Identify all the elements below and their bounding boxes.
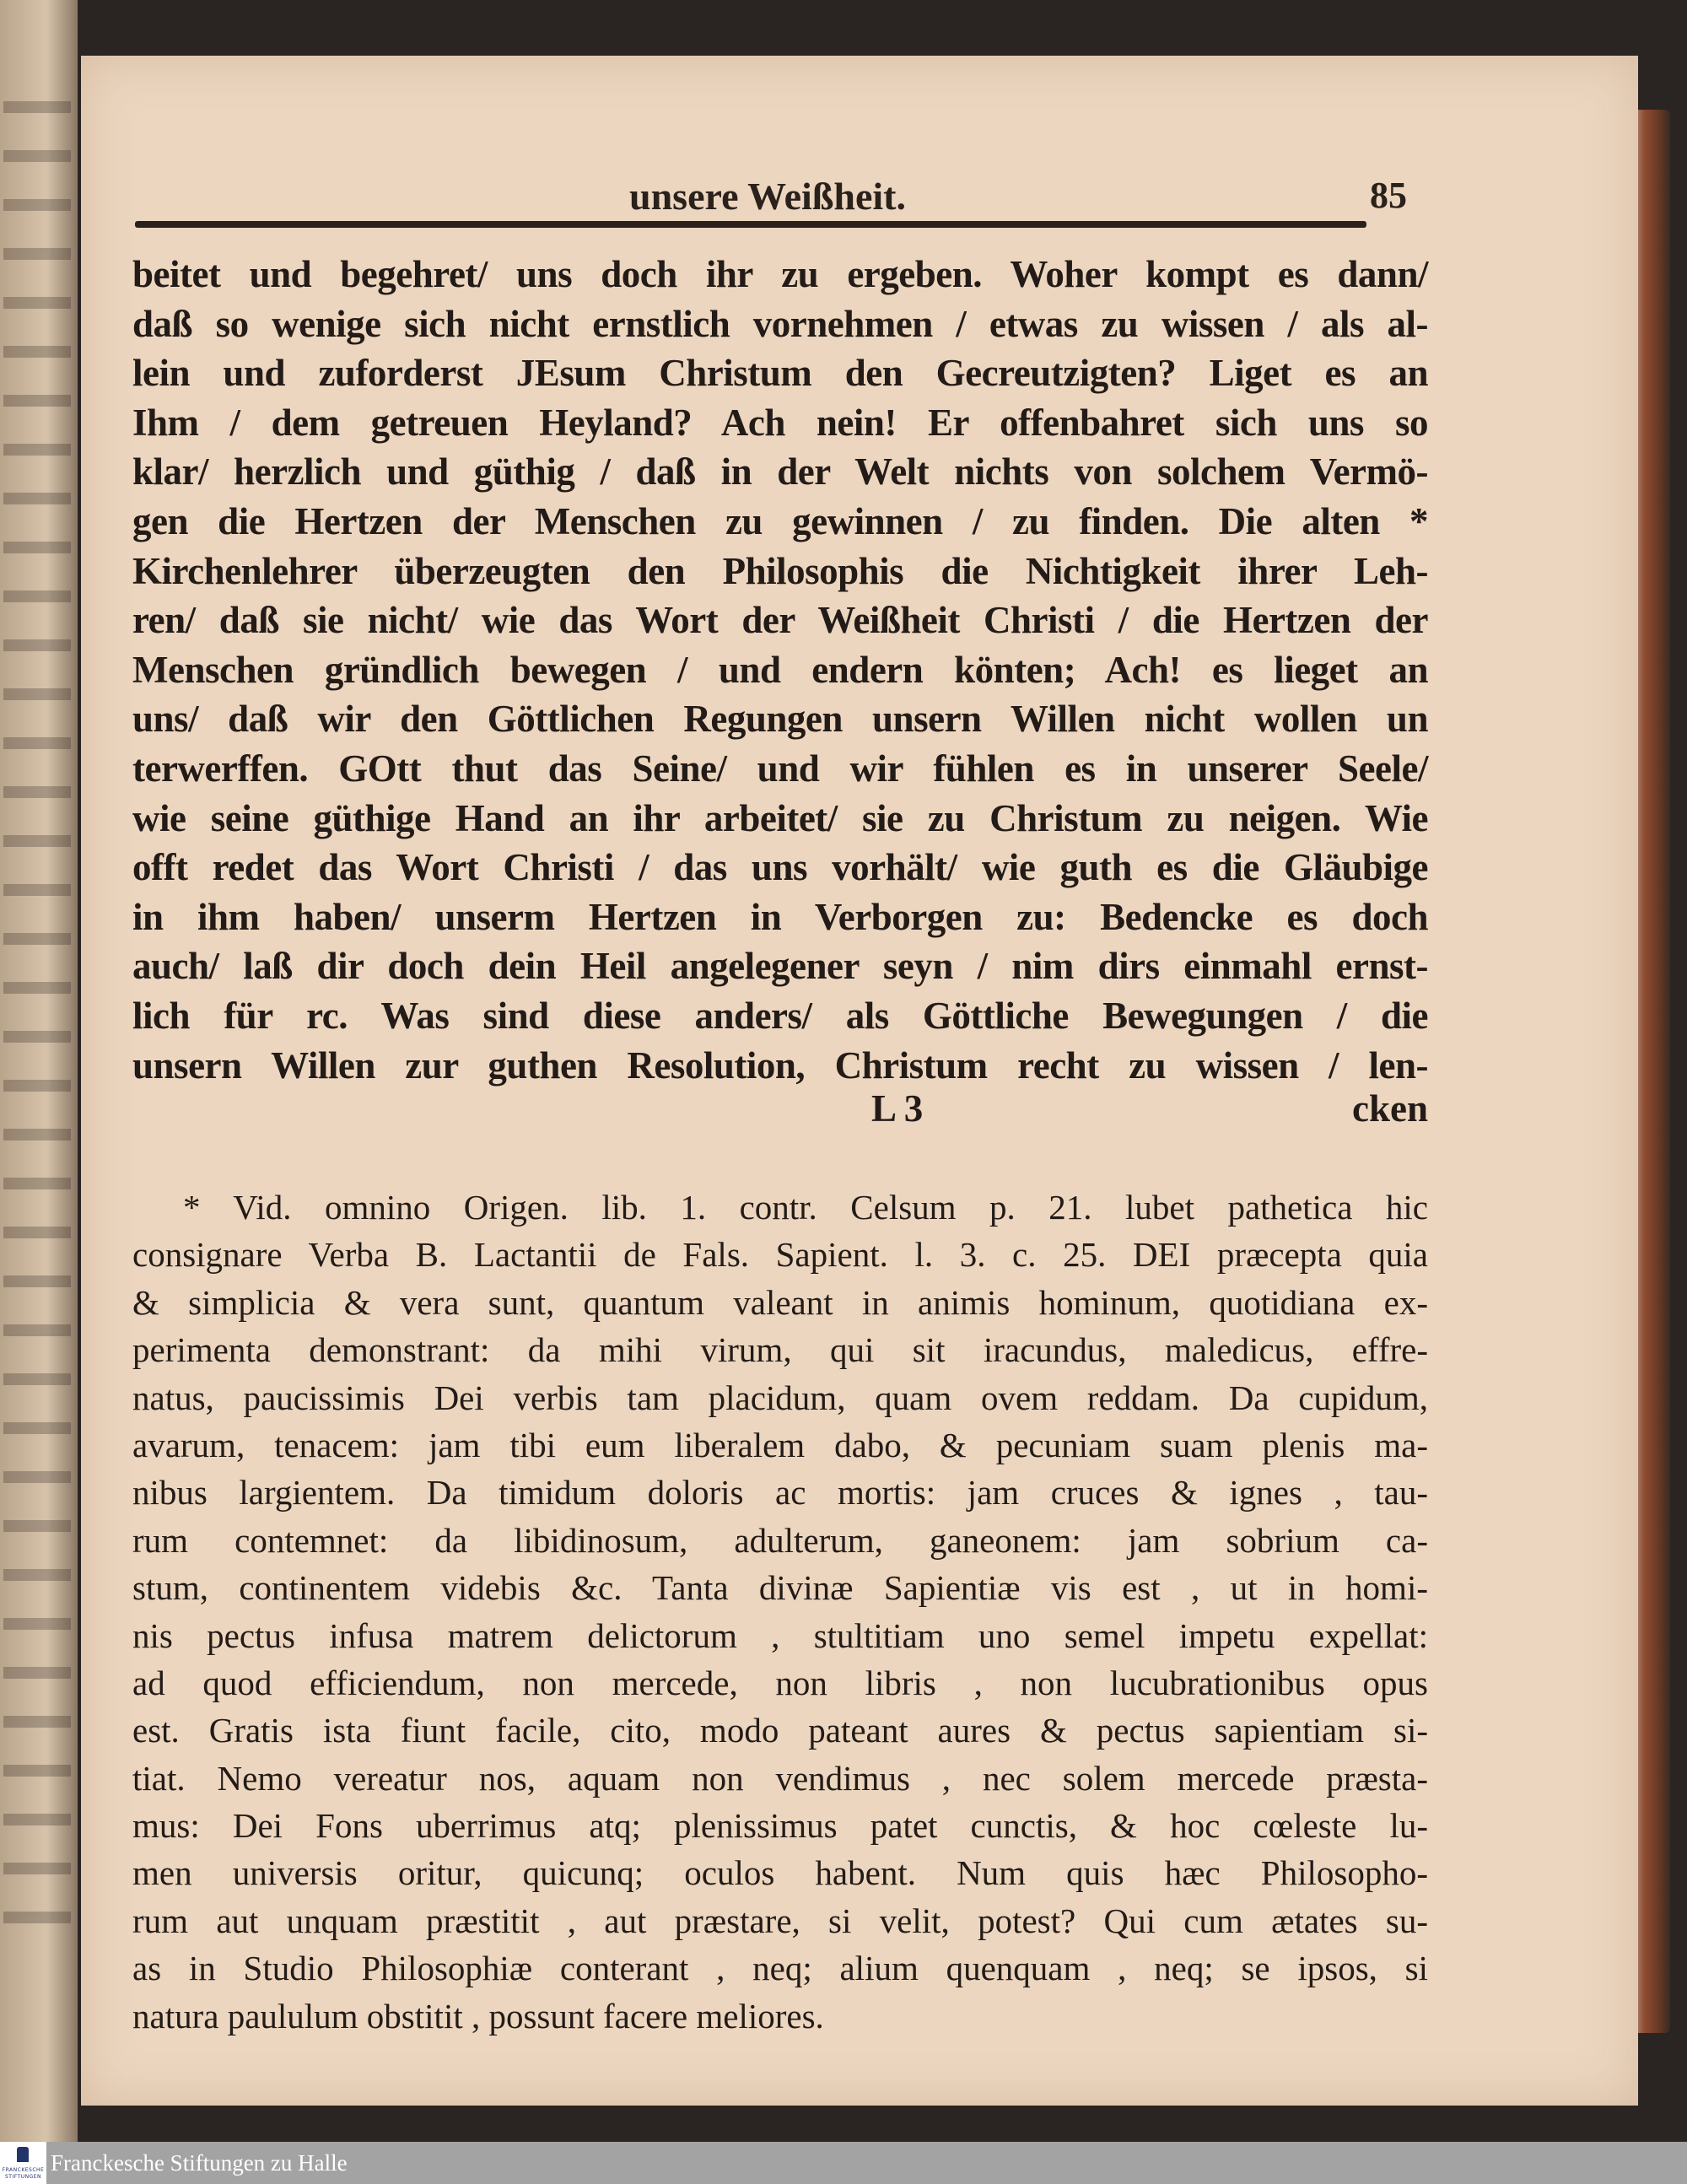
- footnote-line: mus: Dei Fons uberrimus atq; plenissimus patet cunctis, & hoc cœleste lu-: [132, 1806, 1428, 1846]
- page-header: [81, 174, 1638, 224]
- footnote-line: natura paululum obstitit , possunt facere meliores.: [132, 1996, 824, 2036]
- main-text-line: terwerffen. GOtt thut das Seine/ und wir fühlen es in unserer Seele/: [132, 747, 1428, 790]
- main-text-line: wie seine güthige Hand an ihr arbeitet/ sie zu Christum zu neigen. Wie: [132, 796, 1428, 839]
- main-text-line: auch/ laß dir doch dein Heil angelegener seyn / nim dirs einmahl ernst-: [132, 945, 1428, 988]
- signature-line: [132, 1087, 1428, 1135]
- main-text: [132, 250, 1428, 1090]
- footnote-line: as in Studio Philosophiæ conterant , neq; alium quenquam , neq; se ipsos, si: [132, 1949, 1428, 1988]
- main-text-line: lein und zuforderst JEsum Christum den Gecreutzigten? Liget es an: [132, 352, 1428, 395]
- book-page: [81, 56, 1638, 2106]
- main-text-line: in ihm haben/ unserm Hertzen in Verborgen zu: Bedencke es doch: [132, 895, 1428, 938]
- institution-logo: [0, 2142, 46, 2184]
- main-text-line: beitet und begehret/ uns doch ihr zu ergeben. Woher kompt es dann/: [132, 253, 1428, 295]
- header-rule: [135, 221, 1366, 228]
- main-text-line: klar/ herzlich und güthig / daß in der Welt nichts von solchem Vermö-: [132, 450, 1428, 493]
- running-title: unsere Weißheit.: [629, 175, 906, 218]
- footnote-line: natus, paucissimis Dei verbis tam placidum, quam ovem reddam. Da cupidum,: [132, 1378, 1428, 1417]
- main-text-line: ren/ daß sie nicht/ wie das Wort der Weißheit Christi / die Hertzen der: [132, 599, 1428, 642]
- footer-label: Franckesche Stiftungen zu Halle: [51, 2150, 348, 2176]
- main-text-line: offt redet das Wort Christi / das uns vorhält/ wie guth es die Gläubige: [132, 846, 1428, 889]
- footnote-line: nis pectus infusa matrem delictorum , stultitiam uno semel impetu expellat:: [132, 1615, 1428, 1655]
- footnote-line: & simplicia & vera sunt, quantum valeant in animis hominum, quotidiana ex-: [132, 1282, 1428, 1322]
- previous-page-edge: [0, 0, 78, 2142]
- main-text-line: Ihm / dem getreuen Heyland? Ach nein! Er offenbahret sich uns so: [132, 401, 1428, 444]
- main-text-line: Kirchenlehrer überzeugten den Philosophis die Nichtigkeit ihrer Leh-: [132, 549, 1428, 592]
- signature-mark: L 3: [871, 1087, 924, 1130]
- logo-figure-icon: [17, 2147, 29, 2162]
- main-text-line: unsern Willen zur guthen Resolution, Christum recht zu wissen / len-: [132, 1043, 1428, 1087]
- logo-text: FRANCKESCHE STIFTUNGEN: [2, 2167, 45, 2180]
- main-text-line: uns/ daß wir den Göttlichen Regungen unsern Willen nicht wollen un: [132, 698, 1428, 741]
- footnote: [132, 1184, 1428, 2040]
- main-text-line: Menschen gründlich bewegen / und endern könten; Ach! es lieget an: [132, 648, 1428, 691]
- footnote-line: men universis oritur, quicunq; oculos habent. Num quis hæc Philosopho-: [132, 1853, 1428, 1893]
- footnote-line: * Vid. omnino Origen. lib. 1. contr. Celsum p. 21. lubet pathetica hic: [183, 1188, 1428, 1227]
- previous-page-text-fragment: [3, 101, 71, 1957]
- footnote-line: tiat. Nemo vereatur nos, aquam non vendimus , nec solem mercede præsta-: [132, 1758, 1428, 1798]
- footnote-line: perimenta demonstrant: da mihi virum, qui sit iracundus, maledicus, effre-: [132, 1330, 1428, 1370]
- footnote-line: consignare Verba B. Lactantii de Fals. Sapient. l. 3. c. 25. DEI præcepta quia: [132, 1235, 1428, 1275]
- footnote-line: avarum, tenacem: jam tibi eum liberalem dabo, & pecuniam suam plenis ma-: [132, 1425, 1428, 1464]
- page-number: 85: [1370, 175, 1407, 216]
- footnote-line: est. Gratis ista fiunt facile, cito, modo pateant aures & pectus sapientiam si-: [132, 1711, 1428, 1750]
- main-text-line: gen die Hertzen der Menschen zu gewinnen / zu finden. Die alten *: [132, 499, 1428, 542]
- main-text-line: daß so wenige sich nicht ernstlich vornehmen / etwas zu wissen / als al-: [132, 302, 1428, 345]
- footer-bar: [0, 2142, 1687, 2184]
- catchword: cken: [1352, 1087, 1428, 1130]
- footnote-line: rum aut unquam præstitit , aut præstare, si velit, potest? Qui cum ætates su-: [132, 1901, 1428, 1940]
- footnote-line: stum, continentem videbis &c. Tanta divinæ Sapientiæ vis est , ut in homi-: [132, 1568, 1428, 1608]
- main-text-line: lich für rc. Was sind diese anders/ als Göttliche Bewegungen / die: [132, 994, 1428, 1037]
- footnote-line: ad quod efficiendum, non mercede, non libris , non lucubrationibus opus: [132, 1663, 1428, 1702]
- footnote-line: rum contemnet: da libidinosum, adulterum, ganeonem: jam sobrium ca-: [132, 1520, 1428, 1560]
- footnote-line: nibus largientem. Da timidum doloris ac mortis: jam cruces & ignes , tau-: [132, 1473, 1428, 1513]
